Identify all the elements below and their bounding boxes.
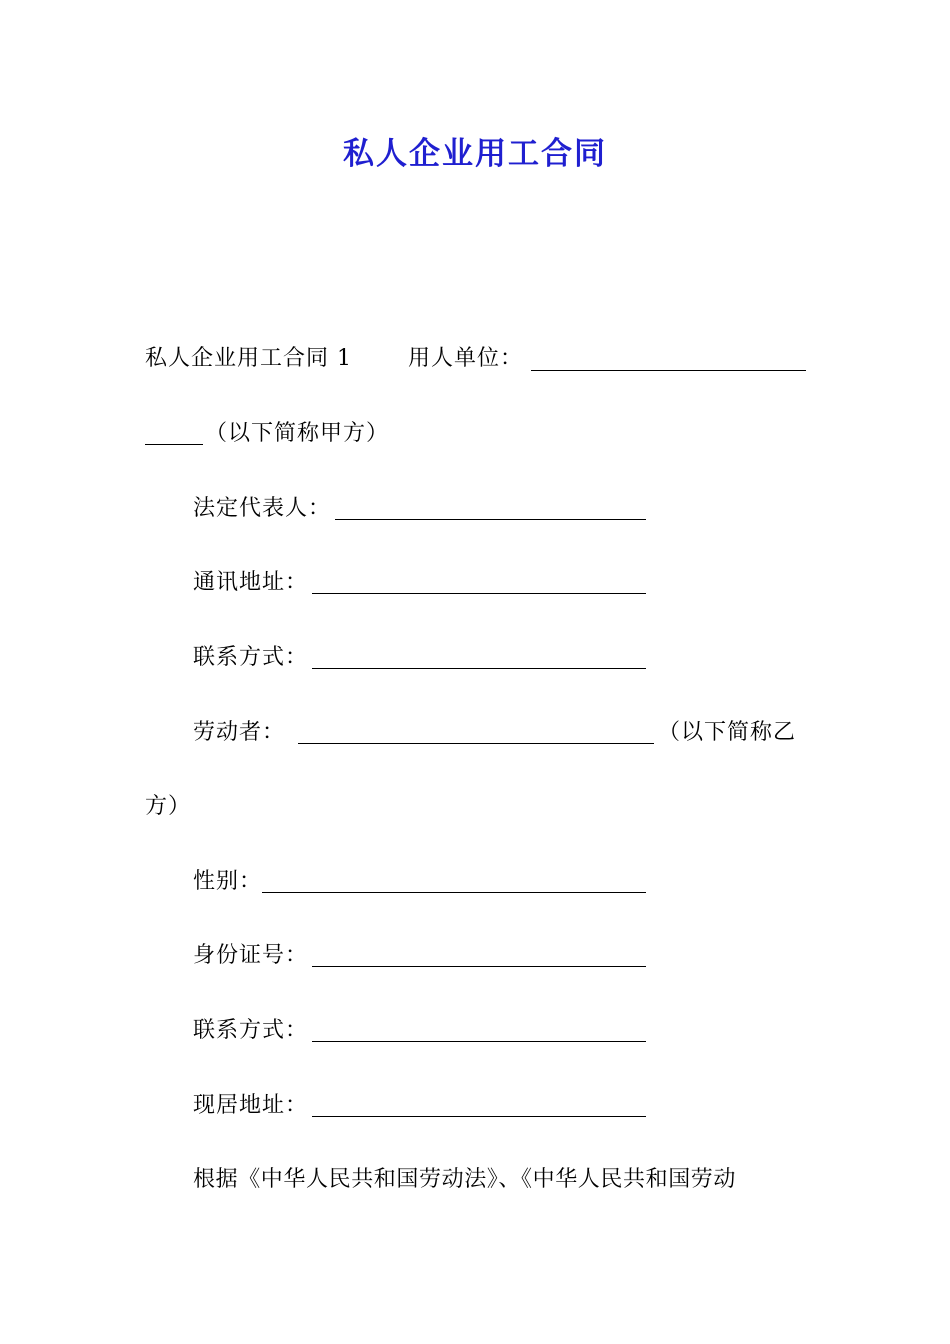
worker-suffix-cont: 方） (145, 794, 192, 819)
worker-label: 劳动者： (193, 720, 286, 745)
employer-blank-continued[interactable] (145, 422, 203, 445)
contact-label-employer: 联系方式： (193, 645, 309, 670)
employer-suffix-line (205, 419, 389, 449)
employer-blank[interactable] (531, 348, 806, 371)
contract-heading: 私人企业用工合同 1 (145, 346, 352, 371)
worker-suffix: （以下简称乙 (658, 720, 797, 745)
worker-line (193, 718, 285, 748)
residence-blank[interactable] (312, 1094, 646, 1117)
id-blank[interactable] (312, 944, 646, 967)
clause-line (193, 1165, 736, 1195)
employer-line (408, 344, 523, 374)
id-label: 身份证号： (193, 943, 309, 968)
address-label: 通讯地址： (193, 570, 309, 595)
contact-label-worker: 联系方式： (193, 1018, 309, 1043)
residence-line (193, 1091, 308, 1121)
worker-suffix-line (658, 718, 796, 748)
legal-rep-label: 法定代表人： (193, 496, 332, 521)
employer-label: 用人单位： (408, 346, 524, 371)
contact-blank-employer[interactable] (312, 646, 646, 669)
employer-suffix: （以下简称甲方） (205, 421, 390, 446)
legal-rep-blank[interactable] (335, 497, 646, 520)
contact-line-worker (193, 1016, 308, 1046)
worker-suffix-cont-line (145, 792, 191, 822)
legal-rep-line (193, 494, 331, 524)
address-line (193, 568, 308, 598)
gender-blank[interactable] (262, 870, 646, 893)
page-title: 私人企业用工合同 (343, 136, 607, 172)
gender-line (193, 867, 262, 897)
id-line (193, 941, 308, 971)
address-blank[interactable] (312, 571, 646, 594)
intro-line (145, 344, 352, 374)
worker-blank[interactable] (298, 721, 654, 744)
residence-label: 现居地址： (193, 1093, 309, 1118)
contact-blank-worker[interactable] (312, 1019, 646, 1042)
gender-label: 性别： (193, 869, 263, 894)
contact-line-employer (193, 643, 308, 673)
clause-text: 根据《中华人民共和国劳动法》、《中华人民共和国劳动 (193, 1167, 737, 1192)
